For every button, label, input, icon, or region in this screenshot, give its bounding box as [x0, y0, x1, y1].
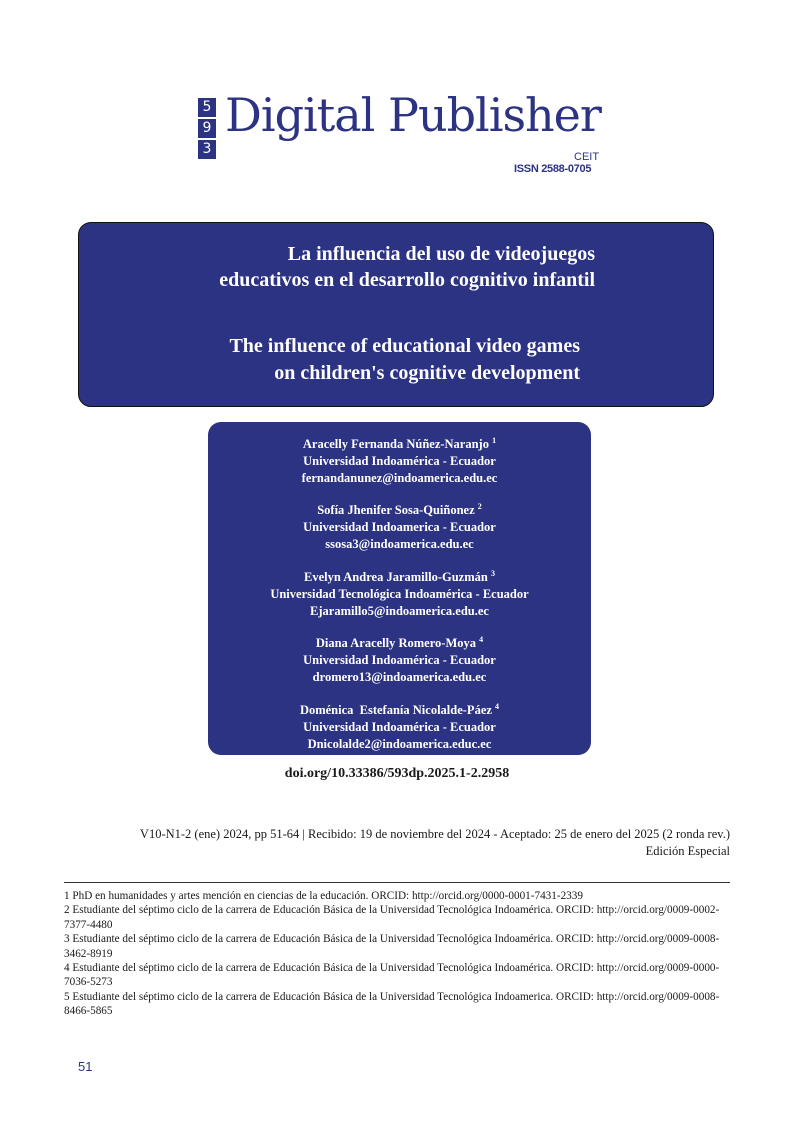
doi-link[interactable]: doi.org/10.33386/593dp.2025.1-2.2958 — [284, 766, 510, 781]
author-block — [208, 498, 591, 553]
author-affiliation: Universidad Indoamérica - Ecuador — [303, 454, 496, 469]
author-block — [208, 631, 591, 686]
volume-dates: V10-N1-2 (ene) 2024, pp 51-64 | Recibido: 19 de noviembre del 2024 - Aceptado: 25 de enero del 2025 (2 ronda rev.) — [139, 827, 730, 841]
title-spanish-line-2: educativos en el desarrollo cognitivo infantil — [219, 269, 595, 291]
logo-ceit: CEIT — [574, 151, 600, 163]
logo-digit: 3 — [198, 140, 216, 159]
author-email[interactable]: Ejaramillo5@indoamerica.edu.ec — [310, 604, 489, 619]
author-email[interactable]: ssosa3@indoamerica.edu.ec — [325, 537, 474, 552]
author-block — [208, 432, 591, 487]
logo-title: Digital Publisher — [225, 88, 601, 142]
author-block — [208, 698, 591, 753]
publication-meta — [140, 826, 730, 860]
author-affiliation: Universidad Indoamérica - Ecuador — [303, 653, 496, 668]
footnote-divider — [64, 882, 730, 883]
author-name: Diana Aracelly Romero-Moya $^4$ — [315, 635, 484, 651]
author-name: Sofía Jhenifer Sosa-Quiñonez $^2$ — [317, 502, 482, 518]
article-title-box — [78, 222, 714, 407]
footnote: 5 Estudiante del séptimo ciclo de la carrera de Educación Básica de la Universidad Tecnológica Indoamerica. ORCID: http://orcid.org/0009-0008-8466-5865 — [64, 990, 720, 1018]
author-block — [208, 565, 591, 620]
footnote: 3 Estudiante del séptimo ciclo de la carrera de Educación Básica de la Universidad Tecnológica Indoamérica. ORCID: http://orcid.org/0009-0008-3462-8919 — [64, 933, 720, 960]
journal-logo — [198, 88, 618, 182]
author-affiliation: Universidad Indoamérica - Ecuador — [303, 720, 496, 735]
title-english-line-2: on children's cognitive development — [274, 362, 580, 384]
footnote: 2 Estudiante del séptimo ciclo de la carrera de Educación Básica de la Universidad Tecnológica Indoamérica. ORCID: http://orcid.org/0009-0002-7377-4480 — [64, 904, 720, 931]
footnote: 1 PhD en humanidades y artes mención en ciencias de la educación. ORCID: http://orcid.org/0000-0001-7431-2339 — [64, 890, 583, 902]
author-name: Evelyn Andrea Jaramillo-Guzmán $^3$ — [304, 569, 495, 585]
footnote: 4 Estudiante del séptimo ciclo de la carrera de Educación Básica de la Universidad Tecnológica Indoamérica. ORCID: http://orcid.org/0009-0000-7036-5273 — [64, 962, 720, 989]
footnotes — [64, 889, 732, 1019]
logo-digit: 9 — [198, 119, 216, 138]
edition-label: Edición Especial — [645, 844, 730, 858]
author-email[interactable]: Dnicolalde2@indoamerica.educ.ec — [307, 737, 492, 752]
author-name: Aracelly Fernanda Núñez-Naranjo $^1$ — [302, 436, 497, 452]
title-spanish-line-1: La influencia del uso de videojuegos — [287, 243, 595, 265]
author-affiliation: Universidad Tecnológica Indoamérica - Ecuador — [270, 587, 529, 602]
author-email[interactable]: fernandanunez@indoamerica.edu.ec — [301, 471, 498, 486]
authors-box — [208, 422, 591, 755]
author-email[interactable]: dromero13@indoamerica.edu.ec — [312, 670, 487, 685]
page-number: 51 — [78, 1059, 93, 1074]
logo-issn: ISSN 2588-0705 — [514, 163, 592, 175]
logo-number-boxes — [198, 98, 218, 161]
author-name: Doménica Estefanía Nicolalde-Páez $^4$ — [299, 702, 500, 718]
author-affiliation: Universidad Indoamerica - Ecuador — [303, 520, 496, 535]
logo-digit: 5 — [198, 98, 216, 117]
title-english-line-1: The influence of educational video games — [229, 335, 580, 357]
